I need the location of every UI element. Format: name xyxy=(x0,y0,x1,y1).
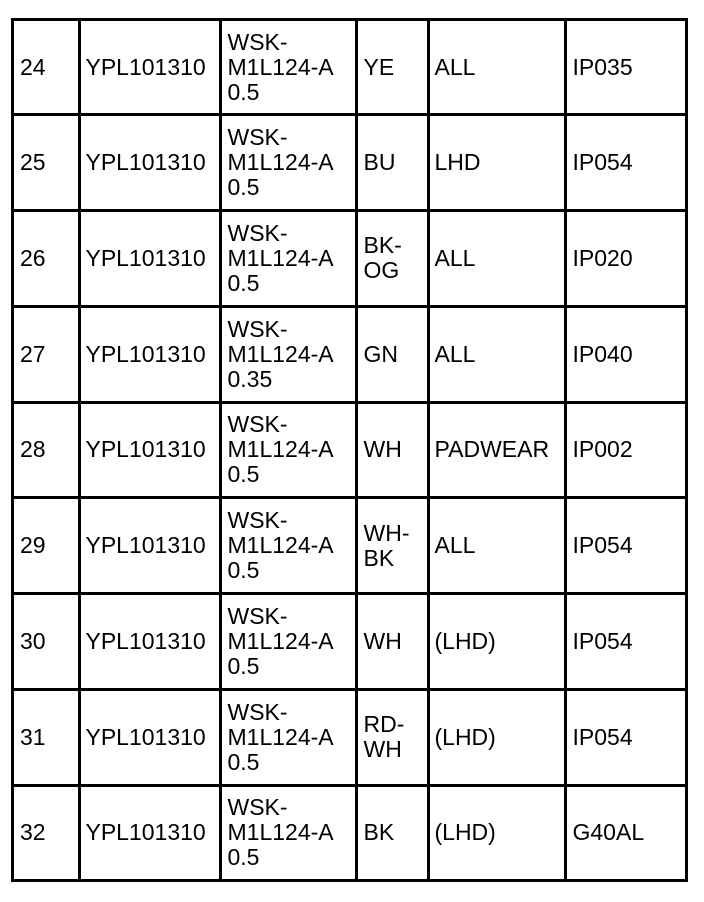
wire-spec-cell: WSK- M1L124-A 0.5 xyxy=(220,498,356,594)
wire-color-cell: YE xyxy=(356,21,428,115)
table-row xyxy=(14,306,685,402)
row-number-cell: 25 xyxy=(14,115,79,211)
applicability-cell: ALL xyxy=(428,211,565,307)
part-number-cell: YPL101310 xyxy=(79,21,220,115)
connector-code-cell: IP002 xyxy=(565,402,685,498)
connector-code-cell: IP054 xyxy=(565,594,685,690)
applicability-cell: LHD xyxy=(428,115,565,211)
applicability-cell: (LHD) xyxy=(428,785,565,879)
wire-color-cell: BK xyxy=(356,785,428,879)
table-row xyxy=(14,115,685,211)
wire-spec-cell: WSK- M1L124-A 0.5 xyxy=(220,594,356,690)
applicability-cell: ALL xyxy=(428,498,565,594)
row-number-cell: 27 xyxy=(14,306,79,402)
wire-table-body xyxy=(14,21,685,879)
wire-color-cell: RD- WH xyxy=(356,689,428,785)
wire-color-cell: WH xyxy=(356,594,428,690)
connector-code-cell: IP040 xyxy=(565,306,685,402)
part-number-cell: YPL101310 xyxy=(79,402,220,498)
wire-color-cell: WH- BK xyxy=(356,498,428,594)
row-number-cell: 30 xyxy=(14,594,79,690)
wire-table xyxy=(14,21,685,879)
table-row xyxy=(14,402,685,498)
connector-code-cell: IP035 xyxy=(565,21,685,115)
applicability-cell: PADWEAR xyxy=(428,402,565,498)
table-row xyxy=(14,785,685,879)
connector-code-cell: G40AL xyxy=(565,785,685,879)
applicability-cell: (LHD) xyxy=(428,689,565,785)
wire-spec-cell: WSK- M1L124-A 0.5 xyxy=(220,402,356,498)
part-number-cell: YPL101310 xyxy=(79,594,220,690)
connector-code-cell: IP054 xyxy=(565,115,685,211)
connector-code-cell: IP054 xyxy=(565,689,685,785)
table-row xyxy=(14,594,685,690)
wire-spec-cell: WSK- M1L124-A 0.5 xyxy=(220,689,356,785)
row-number-cell: 29 xyxy=(14,498,79,594)
part-number-cell: YPL101310 xyxy=(79,306,220,402)
row-number-cell: 32 xyxy=(14,785,79,879)
wire-spec-cell: WSK- M1L124-A 0.5 xyxy=(220,115,356,211)
table-row xyxy=(14,689,685,785)
wire-color-cell: BK- OG xyxy=(356,211,428,307)
connector-code-cell: IP054 xyxy=(565,498,685,594)
part-number-cell: YPL101310 xyxy=(79,115,220,211)
row-number-cell: 31 xyxy=(14,689,79,785)
wire-color-cell: WH xyxy=(356,402,428,498)
part-number-cell: YPL101310 xyxy=(79,689,220,785)
connector-code-cell: IP020 xyxy=(565,211,685,307)
applicability-cell: (LHD) xyxy=(428,594,565,690)
wire-spec-cell: WSK- M1L124-A 0.5 xyxy=(220,211,356,307)
wire-table-frame xyxy=(11,18,688,882)
table-row xyxy=(14,211,685,307)
table-row xyxy=(14,21,685,115)
applicability-cell: ALL xyxy=(428,21,565,115)
part-number-cell: YPL101310 xyxy=(79,211,220,307)
table-row xyxy=(14,498,685,594)
applicability-cell: ALL xyxy=(428,306,565,402)
part-number-cell: YPL101310 xyxy=(79,498,220,594)
row-number-cell: 24 xyxy=(14,21,79,115)
wire-spec-cell: WSK- M1L124-A 0.5 xyxy=(220,785,356,879)
row-number-cell: 26 xyxy=(14,211,79,307)
wire-color-cell: BU xyxy=(356,115,428,211)
wire-spec-cell: WSK- M1L124-A 0.5 xyxy=(220,21,356,115)
part-number-cell: YPL101310 xyxy=(79,785,220,879)
wire-color-cell: GN xyxy=(356,306,428,402)
row-number-cell: 28 xyxy=(14,402,79,498)
wire-spec-cell: WSK- M1L124-A 0.35 xyxy=(220,306,356,402)
